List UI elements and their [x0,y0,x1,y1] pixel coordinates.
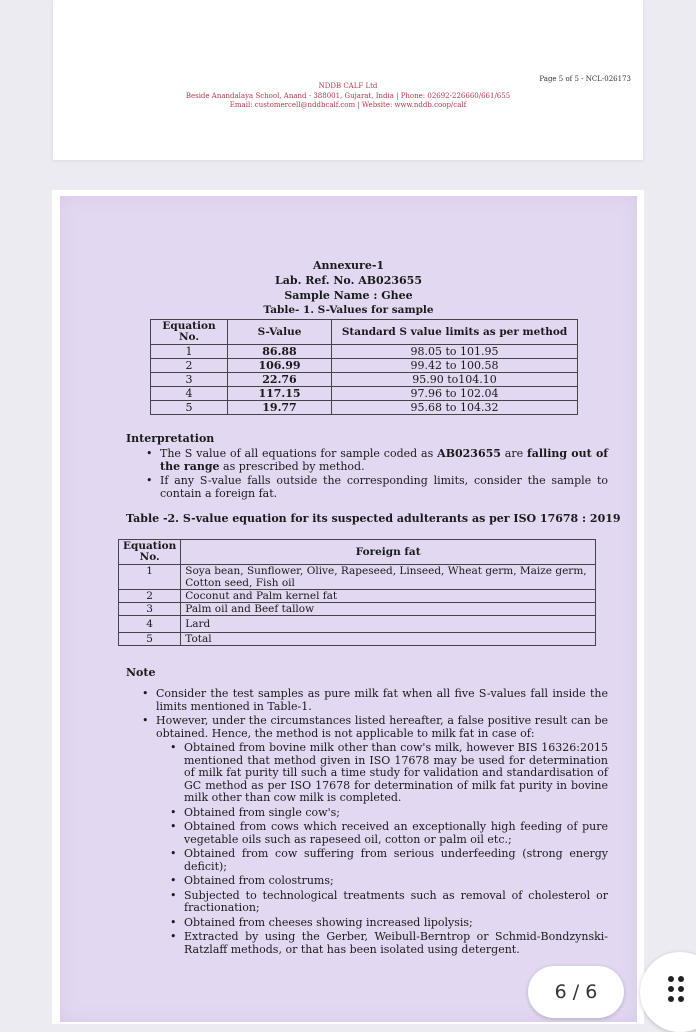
list-item: • However, under the circumstances listed hereafter, a false positive result can be obtained. Hence, the method is not applicable to milk fat in case of: [138,715,608,740]
foreign-fat: Total [181,633,596,646]
list-item: • If any S-value falls outside the corresponding limits, consider the sample to contain a foreign fat. [142,475,608,500]
table-row [119,565,596,590]
limit: 98.05 to 101.95 [332,345,578,359]
text: The S value of all equations for sample coded as [160,447,438,460]
equation-no: 1 [151,345,228,359]
table-row [119,633,596,646]
note-list [138,688,608,742]
s-value: 19.77 [228,401,332,415]
column-header: Equation No. [119,540,181,565]
table-header-row [151,320,578,345]
column-header: Equation No. [151,320,228,345]
result-emphasis: falling out of the range [160,447,609,473]
equation-no: 5 [119,633,181,646]
table-row [151,345,578,359]
lab-ref: Lab. Ref. No. AB023655 [275,274,422,287]
text: are [500,447,528,460]
document-page [52,190,644,1024]
table-row [151,401,578,415]
s-value: 117.15 [228,387,332,401]
equation-no: 5 [151,401,228,415]
list-item: • Obtained from cheeses showing increased lipolysis; [166,917,608,930]
adulterants-table [118,539,596,646]
s-values-table [150,319,578,415]
equation-no: 2 [151,359,228,373]
equation-no: 4 [119,616,181,633]
list-item: • Obtained from single cow's; [166,807,608,820]
equation-no: 2 [119,590,181,603]
table2-title: Table -2. S-value equation for its suspected adulterants as per ISO 17678 : 2019 [126,512,621,525]
table-row [119,603,596,616]
limit: 95.90 to104.10 [332,373,578,387]
previous-page [53,0,643,160]
limit: 95.68 to 104.32 [332,401,578,415]
list-item: • Extracted by using the Gerber, Weibull-Berntrop or Schmid-Bondzynski-Ratzlaff methods, or that has been isolated using detergent. [166,931,608,956]
grid-view-button[interactable] [640,952,696,1032]
list-item: • Obtained from bovine milk other than cow's milk, however BIS 16326:2015 mentioned that method given in ISO 17678 may be used for determination of milk fat purity till such a time study for validation and standardisation of GC method as per ISO 17678 for determination of milk fat purity in bovine milk other than cow milk is completed. [166,742,608,805]
limit: 97.96 to 102.04 [332,387,578,401]
note-title: Note [126,666,156,679]
letterhead-footer [53,82,643,111]
list-item [142,448,608,473]
list-item: • Consider the test samples as pure milk fat when all five S-values fall inside the limits mentioned in Table-1. [138,688,608,713]
text: as prescribed by method. [219,459,365,473]
column-header: Foreign fat [181,540,596,565]
sample-code: AB023655 [437,447,501,460]
foreign-fat: Coconut and Palm kernel fat [181,590,596,603]
company-address: Beside Anandalaya School, Anand - 388001, Gujarat, India | Phone: 02692-226660/661/655 [185,91,511,100]
table-row [151,359,578,373]
equation-no: 3 [119,603,181,616]
list-item: • Subjected to technological treatments such as removal of cholesterol or fractionation; [166,890,608,915]
company-contact: Email: customercell@nddbcalf.com | Website: www.nddb.coop/calf [229,101,467,109]
table1-title: Table- 1. S-Values for sample [263,304,434,316]
interpretation-list [142,448,608,502]
table-header-row [119,540,596,565]
annexure-sheet [60,196,637,1022]
foreign-fat: Lard [181,616,596,633]
page-number: Page 5 of 5 - NCL-026173 [539,75,631,83]
table-row [119,590,596,603]
page-indicator[interactable]: 6 / 6 [528,966,624,1018]
table-row [151,373,578,387]
s-value: 106.99 [228,359,332,373]
list-item: • Obtained from colostrums; [166,875,608,888]
interpretation-title: Interpretation [126,432,215,445]
s-value: 22.76 [228,373,332,387]
company-name: NDDB CALF Ltd [318,82,378,90]
sub-note-list [166,742,608,958]
column-header: Standard S value limits as per method [332,320,578,345]
sample-name: Sample Name : Ghee [284,289,413,302]
annexure-title: Annexure-1 [312,259,385,272]
equation-no: 4 [151,387,228,401]
column-header: S-Value [228,320,332,345]
equation-no: 1 [119,565,181,590]
equation-no: 3 [151,373,228,387]
list-item: • Obtained from cows which received an exceptionally high feeding of pure vegetable oils such as rapeseed oil, cotton or palm oil etc.; [166,821,608,846]
foreign-fat: Palm oil and Beef tallow [181,603,596,616]
table-row [119,616,596,633]
list-item: • Obtained from cow suffering from serious underfeeding (strong energy deficit); [166,848,608,873]
s-value: 86.88 [228,345,332,359]
limit: 99.42 to 100.58 [332,359,578,373]
table-row [151,387,578,401]
foreign-fat: Soya bean, Sunflower, Olive, Rapeseed, Linseed, Wheat germ, Maize germ, Cotton seed, Fish oil [181,565,596,590]
